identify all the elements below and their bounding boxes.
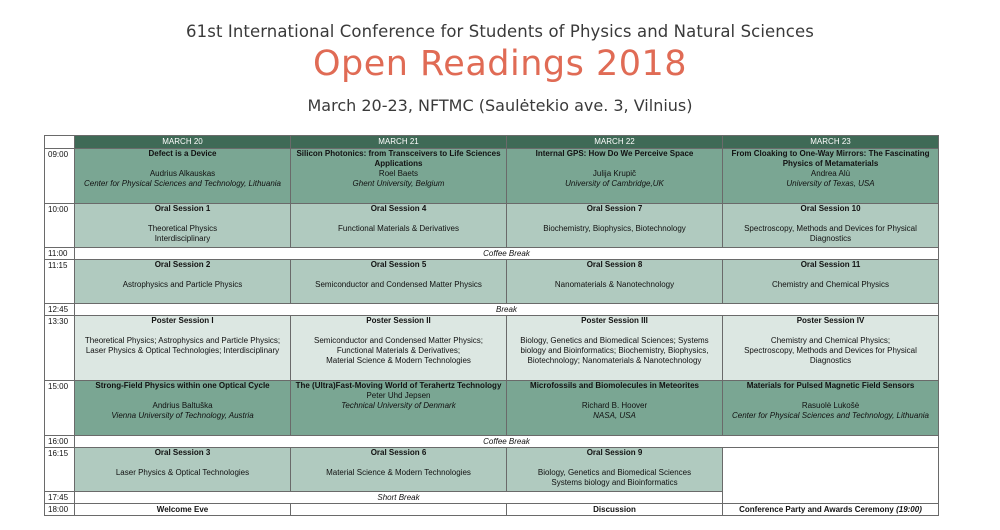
session-topic: Functional Materials & Derivatives: [338, 224, 459, 233]
session-topic: Chemistry and Chemical Physics;: [770, 336, 891, 345]
poster-session-cell: [723, 316, 939, 381]
oral-session-cell: [291, 204, 507, 248]
lecture-title: Microfossils and Biomolecules in Meteorites: [530, 381, 699, 390]
speaker-name: Andrius Baltuška: [152, 401, 213, 410]
session-title: Oral Session 11: [800, 260, 861, 269]
conference-party: [723, 504, 939, 516]
schedule-row: [45, 436, 939, 448]
oral-session-cell: [723, 260, 939, 304]
time-label: 15:00: [45, 381, 75, 436]
session-title: Poster Session I: [151, 316, 214, 325]
speaker-affiliation: University of Cambridge,UK: [565, 179, 664, 188]
empty-cell: [291, 504, 507, 516]
speaker-affiliation: NASA, USA: [593, 411, 636, 420]
session-topic: Functional Materials & Derivatives;: [336, 346, 461, 355]
event-date-place: March 20-23, NFTMC (Saulėtekio ave. 3, Vilnius): [307, 96, 693, 115]
speaker-affiliation: Center for Physical Sciences and Technology, Lithuania: [731, 411, 929, 420]
lecture-title: Defect is a Device: [148, 149, 217, 158]
conference-name: 61st International Conference for Students of Physics and Natural Sciences: [186, 22, 814, 41]
schedule-row: [45, 260, 939, 304]
oral-session-cell: [75, 448, 291, 492]
session-topic: Interdisciplinary: [154, 234, 211, 243]
time-label: 13:30: [45, 316, 75, 381]
plenary-lecture-cell: [291, 149, 507, 204]
speaker-affiliation: Ghent University, Belgium: [352, 179, 445, 188]
speaker-name: Roel Baets: [378, 169, 419, 178]
coffee-break: Coffee Break: [75, 436, 939, 448]
schedule-table: [44, 135, 939, 516]
time-label: 11:15: [45, 260, 75, 304]
session-topic: Semiconductor and Condensed Matter Physics: [315, 280, 482, 289]
schedule-row: [45, 448, 939, 492]
session-topic: Laser Physics & Optical Technologies: [115, 468, 250, 477]
plenary-lecture-cell: [291, 381, 507, 436]
lecture-title: Materials for Pulsed Magnetic Field Sensors: [746, 381, 915, 390]
poster-session-cell: [75, 316, 291, 381]
plenary-lecture-cell: [75, 381, 291, 436]
day-header: MARCH 23: [723, 136, 939, 149]
schedule-row: [45, 316, 939, 381]
plenary-lecture-cell: [723, 149, 939, 204]
plenary-lecture-cell: [723, 381, 939, 436]
time-label: 10:00: [45, 204, 75, 248]
session-title: Oral Session 1: [154, 204, 211, 213]
session-topic: Spectroscopy, Methods and Devices for Physical: [744, 346, 917, 355]
day-header-row: [45, 136, 939, 149]
speaker-affiliation: Vienna University of Technology, Austria: [111, 411, 254, 420]
session-title: Oral Session 10: [800, 204, 861, 213]
session-title: Oral Session 6: [370, 448, 427, 457]
poster-session-cell: [291, 316, 507, 381]
session-topic: Semiconductor and Condensed Matter Physics;: [314, 336, 483, 345]
plenary-lecture-cell: [507, 381, 723, 436]
lunch-break: Break: [75, 304, 939, 316]
time-label: 18:00: [45, 504, 75, 516]
lecture-title: Strong-Field Physics within one Optical Cycle: [95, 381, 270, 390]
oral-session-cell: [291, 448, 507, 492]
time-label: 09:00: [45, 149, 75, 204]
session-topic: Chemistry and Chemical Physics: [772, 280, 889, 289]
time-label: 16:15: [45, 448, 75, 492]
schedule-row: [45, 149, 939, 204]
corner-cell: [45, 136, 75, 149]
session-topic: Astrophysics and Particle Physics: [122, 280, 243, 289]
welcome-evening: Welcome Eve: [75, 504, 291, 516]
time-label: 12:45: [45, 304, 75, 316]
oral-session-cell: [507, 204, 723, 248]
schedule-row: [45, 381, 939, 436]
session-topic: Biochemistry, Biophysics, Biotechnology: [543, 224, 686, 233]
speaker-affiliation: Technical University of Denmark: [341, 401, 456, 410]
oral-session-cell: [75, 260, 291, 304]
session-topic: Biotechnology; Nanomaterials & Nanotechnology: [527, 356, 702, 365]
oral-session-cell: [507, 260, 723, 304]
session-title: Poster Session IV: [796, 316, 865, 325]
plenary-lecture-cell: [507, 149, 723, 204]
oral-session-cell: [75, 204, 291, 248]
time-label: 16:00: [45, 436, 75, 448]
oral-session-cell: [507, 448, 723, 492]
lecture-title: Silicon Photonics: from Transceivers to Life Sciences Applications: [296, 149, 501, 168]
session-topic: Laser Physics & Optical Technologies; Interdisciplinary: [85, 346, 280, 355]
lecture-title: From Cloaking to One-Way Mirrors: The Fascinating Physics of Metamaterials: [731, 149, 930, 168]
session-topic: Systems biology and Bioinformatics: [551, 478, 678, 487]
session-topic: Material Science & Modern Technologies: [326, 468, 471, 477]
session-title: Poster Session III: [581, 316, 648, 325]
oral-session-cell: [723, 204, 939, 248]
session-topic: Spectroscopy, Methods and Devices for Physical Diagnostics: [744, 224, 917, 243]
oral-session-cell: [291, 260, 507, 304]
discussion: Discussion: [507, 504, 723, 516]
speaker-name: Rasuolė Lukošė: [801, 401, 860, 410]
party-label: Conference Party and Awards Ceremony: [739, 505, 894, 514]
session-topic: Biology, Genetics and Biomedical Sciences; Systems: [520, 336, 709, 345]
session-title: Oral Session 8: [586, 260, 643, 269]
speaker-affiliation: Center for Physical Sciences and Technology, Lithuania: [83, 179, 281, 188]
poster-session-cell: [507, 316, 723, 381]
schedule-row: [45, 204, 939, 248]
session-title: Oral Session 2: [154, 260, 211, 269]
session-topic: Nanomaterials & Nanotechnology: [554, 280, 675, 289]
session-topic: Biology, Genetics and Biomedical Sciences: [537, 468, 692, 477]
time-label: 11:00: [45, 248, 75, 260]
speaker-name: Richard B. Hoover: [581, 401, 648, 410]
schedule-row: [45, 304, 939, 316]
lecture-title: The (Ultra)Fast-Moving World of Terahertz Technology: [295, 381, 502, 390]
lecture-title: Internal GPS: How Do We Perceive Space: [535, 149, 694, 158]
schedule-row: [45, 248, 939, 260]
speaker-affiliation: University of Texas, USA: [786, 179, 875, 188]
day-header: MARCH 22: [507, 136, 723, 149]
speaker-name: Audrius Alkauskas: [149, 169, 216, 178]
party-time: (19:00): [896, 505, 922, 514]
event-title: Open Readings 2018: [312, 44, 688, 84]
session-topic: biology and Bioinformatics; Biochemistry, Biophysics,: [520, 346, 709, 355]
time-label: 17:45: [45, 492, 75, 504]
session-title: Poster Session II: [366, 316, 431, 325]
session-topic: Theoretical Physics: [147, 224, 218, 233]
day-header: MARCH 21: [291, 136, 507, 149]
session-topic: Diagnostics: [809, 356, 852, 365]
session-title: Oral Session 5: [370, 260, 427, 269]
session-title: Oral Session 9: [586, 448, 643, 457]
session-title: Oral Session 4: [370, 204, 427, 213]
schedule-row: [45, 504, 939, 516]
session-topic: Material Science & Modern Technologies: [326, 356, 471, 365]
coffee-break: Coffee Break: [75, 248, 939, 260]
speaker-name: Julija Krupič: [592, 169, 637, 178]
session-topic: Theoretical Physics; Astrophysics and Particle Physics;: [84, 336, 281, 345]
speaker-name: Peter Uhd Jepsen: [366, 391, 431, 400]
empty-cell: [723, 448, 939, 504]
session-title: Oral Session 3: [154, 448, 211, 457]
day-header: MARCH 20: [75, 136, 291, 149]
speaker-name: Andrea Alù: [810, 169, 851, 178]
plenary-lecture-cell: [75, 149, 291, 204]
short-break: Short Break: [75, 492, 723, 504]
session-title: Oral Session 7: [586, 204, 643, 213]
